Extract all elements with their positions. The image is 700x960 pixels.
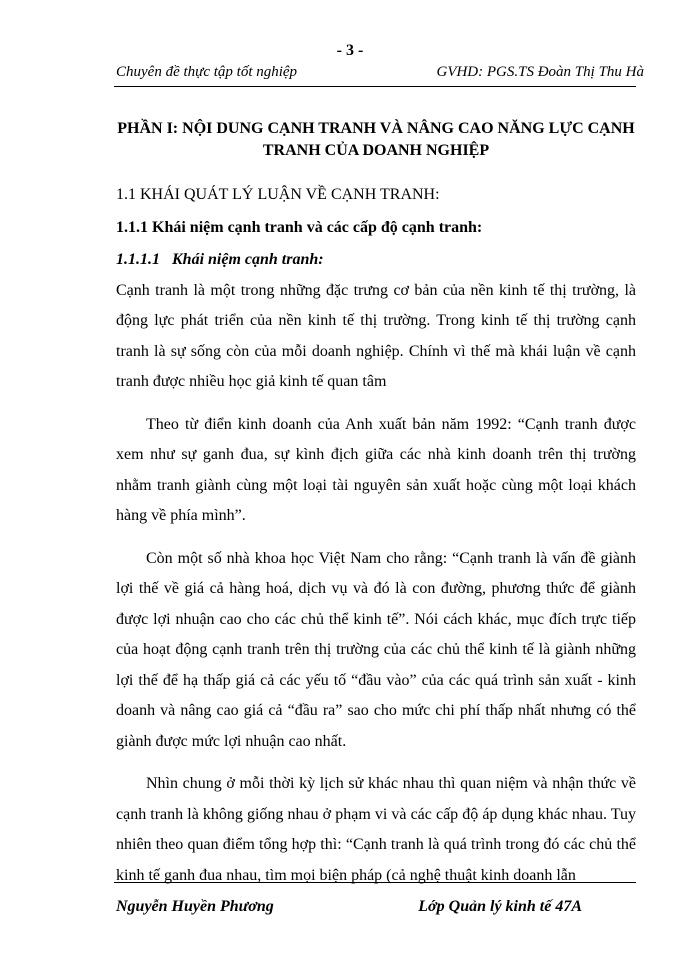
footer-divider	[114, 882, 636, 883]
footer-author: Nguyễn Huyền Phương	[116, 898, 274, 915]
subsubsection-title: Khái niệm cạnh tranh:	[172, 251, 324, 268]
part-title: PHẦN I: NỘI DUNG CẠNH TRANH VÀ NÂNG CAO NĂNG LỰC CẠNH TRANH CỦA DOANH NGHIỆP	[117, 120, 635, 159]
subsubsection-heading	[116, 245, 636, 276]
paragraph: Còn một số nhà khoa học Việt Nam cho rằng: “Cạnh tranh là vấn đề giành lợi thế về giá cả hàng hoá, dịch vụ và đó là con đường, phương thức để giành được lợi nhuận cao cho các chủ thể kinh tế”. Nói cách khác, mục đích trực tiếp của hoạt động cạnh tranh trên thị trường của các chủ thể kinh tế là giành những lợi thế để hạ thấp giá cả các yếu tố “đầu vào” của các quá trình sản xuất - kinh doanh và nâng cao giá cả “đầu ra” sao cho mức chi phí thấp nhất nhưng có thể giành được mức lợi nhuận cao nhất.	[116, 549, 636, 750]
footer-class: Lớp Quản lý kinh tế 47A	[418, 898, 582, 915]
subsubsection-number: 1.1.1.1	[116, 251, 160, 268]
header-divider	[114, 86, 636, 87]
section-heading: 1.1 KHÁI QUÁT LÝ LUẬN VỀ CẠNH TRANH:	[116, 186, 440, 203]
header-left: Chuyên đề thực tập tốt nghiệp	[116, 64, 298, 80]
subsection-heading: 1.1.1 Khái niệm cạnh tranh và các cấp độ cạnh tranh:	[116, 218, 483, 236]
document-body	[116, 118, 636, 891]
paragraph: Theo từ điển kinh doanh của Anh xuất bản năm 1992: “Cạnh tranh được xem như sự ganh đua, sự kình địch giữa các nhà kinh doanh trên thị trường nhằm tranh giành cùng một loại tài nguyên sản xuất hoặc cùng một loại khách hàng về phía mình”.	[116, 415, 636, 524]
paragraph: Nhìn chung ở mỗi thời kỳ lịch sử khác nhau thì quan niệm và nhận thức về cạnh tranh là không giống nhau ở phạm vi và các cấp độ áp dụng khác nhau. Tuy nhiên theo quan điểm tổng hợp thì: “Cạnh tranh là quá trình trong đó các chủ thể kinh tế ganh đua nhau, tìm mọi biện pháp (cả nghệ thuật kinh doanh lẫn	[116, 775, 636, 884]
header-right: GVHD: PGS.TS Đoàn Thị Thu Hà	[436, 64, 644, 80]
paragraph: Cạnh tranh là một trong những đặc trưng cơ bản của nền kinh tế thị trường, là động lực phát triển của nền kinh tế thị trường. Trong kinh tế thị trường cạnh tranh là sự sống còn của mỗi doanh nghiệp. Chính vì thế mà khái luận về cạnh tranh được nhiều học giả kinh tế quan tâm	[116, 281, 636, 390]
page-number: - 3 -	[336, 42, 364, 59]
